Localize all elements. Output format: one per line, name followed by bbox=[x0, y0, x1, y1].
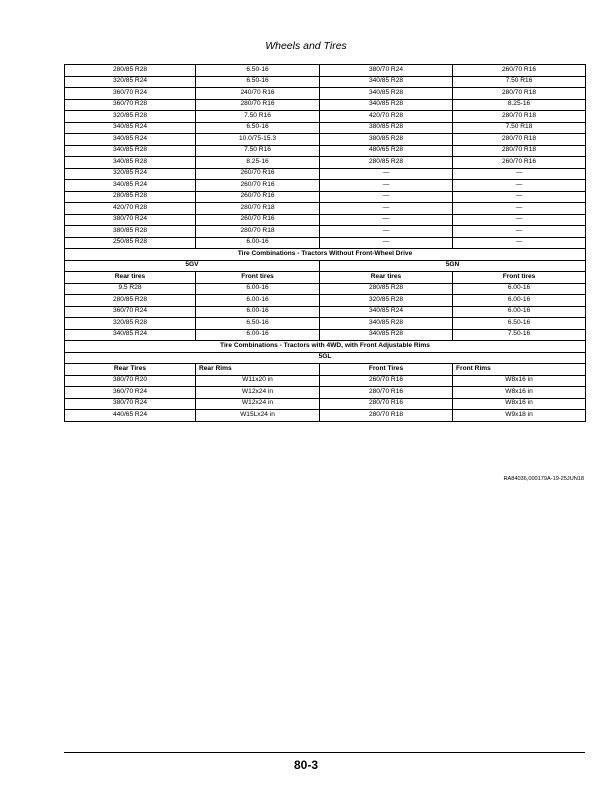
front-tire-cell: 280/70 R18 bbox=[453, 111, 586, 123]
rear-tire-cell: — bbox=[320, 168, 453, 180]
front-tire-cell: 7.50 R16 bbox=[453, 76, 586, 88]
rear-tire-cell: 420/70 R28 bbox=[320, 111, 453, 123]
column-header: Front tires bbox=[453, 272, 586, 284]
rear-tire-cell: 320/85 R24 bbox=[65, 168, 196, 180]
rear-tire-cell: 280/85 R28 bbox=[65, 295, 196, 307]
front-tire-cell: 6.50-16 bbox=[196, 122, 320, 134]
table-row bbox=[65, 134, 586, 146]
rear-tire-cell: 340/85 R28 bbox=[320, 76, 453, 88]
front-tire-cell: 260/70 R16 bbox=[196, 168, 320, 180]
rear-tire-cell: 380/85 R28 bbox=[320, 134, 453, 146]
rear-tire-cell: 340/85 R28 bbox=[320, 318, 453, 330]
rear-tire-cell: 280/85 R28 bbox=[65, 65, 196, 77]
rear-tire-cell: 280/85 R28 bbox=[65, 191, 196, 203]
front-tire-cell: 6.50-16 bbox=[196, 76, 320, 88]
front-tire-cell: — bbox=[453, 191, 586, 203]
table-row bbox=[65, 398, 586, 410]
table-row bbox=[65, 191, 586, 203]
front-tire-cell: 7.50 R16 bbox=[196, 145, 320, 157]
rear-tire-cell: 280/85 R28 bbox=[320, 157, 453, 169]
table-row bbox=[65, 237, 586, 249]
front-tire-cell: 280/70 R16 bbox=[196, 99, 320, 111]
rear-tire-cell: — bbox=[320, 214, 453, 226]
column-header: Rear tires bbox=[320, 272, 453, 284]
front-tire-cell: 260/70 R16 bbox=[453, 65, 586, 77]
rear-tire-cell: 380/85 R28 bbox=[65, 226, 196, 238]
column-header-row bbox=[65, 272, 586, 284]
front-tire-cell: — bbox=[453, 214, 586, 226]
section-title-row bbox=[65, 249, 586, 261]
table-row bbox=[65, 76, 586, 88]
rear-tire-cell: 340/85 R24 bbox=[65, 180, 196, 192]
front-tire-cell: 6.50-16 bbox=[453, 318, 586, 330]
rear-rim-cell: W11x20 in bbox=[196, 375, 320, 387]
front-tire-cell: — bbox=[453, 203, 586, 215]
rear-tire-cell: 320/85 R28 bbox=[65, 318, 196, 330]
table-row bbox=[65, 145, 586, 157]
front-tire-cell: 7.50 R18 bbox=[453, 122, 586, 134]
front-tire-cell: 280/70 R18 bbox=[453, 88, 586, 100]
group-row bbox=[65, 352, 586, 364]
rear-tire-cell: 420/70 R28 bbox=[65, 203, 196, 215]
column-header-row bbox=[65, 364, 586, 376]
rear-tire-cell: 360/70 R24 bbox=[65, 306, 196, 318]
rear-tire-cell: 380/70 R20 bbox=[65, 375, 196, 387]
front-tire-cell: 280/70 R16 bbox=[320, 387, 453, 399]
page-header-title: Wheels and Tires bbox=[265, 40, 347, 52]
table-row bbox=[65, 99, 586, 111]
front-tire-cell: 260/70 R16 bbox=[453, 157, 586, 169]
column-header: Front Tires bbox=[320, 364, 453, 376]
rear-tire-cell: 340/85 R28 bbox=[320, 329, 453, 341]
front-tire-cell: 280/70 R18 bbox=[196, 226, 320, 238]
rear-tire-cell: 440/65 R24 bbox=[65, 410, 196, 422]
table-row bbox=[65, 387, 586, 399]
rear-tire-cell: — bbox=[320, 191, 453, 203]
front-tire-cell: — bbox=[453, 226, 586, 238]
rear-rim-cell: W12x24 in bbox=[196, 387, 320, 399]
front-tire-cell: 280/70 R18 bbox=[320, 410, 453, 422]
rear-tire-cell: 360/70 R24 bbox=[65, 88, 196, 100]
group-label-5gl: 5GL bbox=[65, 352, 586, 364]
table-row bbox=[65, 122, 586, 134]
document-reference-code: RA84036,000179A-19-25JUN18 bbox=[503, 476, 584, 482]
front-tire-cell: 280/70 R18 bbox=[196, 203, 320, 215]
rear-tire-cell: 340/85 R28 bbox=[320, 99, 453, 111]
rear-tire-cell: 340/85 R24 bbox=[65, 122, 196, 134]
section-title-row bbox=[65, 341, 586, 353]
front-tire-cell: 8.25-16 bbox=[453, 99, 586, 111]
column-header: Front Rims bbox=[453, 364, 586, 376]
group-label-5gn: 5GN bbox=[320, 260, 586, 272]
front-tire-cell: — bbox=[453, 180, 586, 192]
front-tire-cell: 6.50-16 bbox=[196, 65, 320, 77]
front-tire-cell: — bbox=[453, 237, 586, 249]
rear-tire-cell: 340/85 R24 bbox=[65, 134, 196, 146]
table-row bbox=[65, 329, 586, 341]
table-row bbox=[65, 410, 586, 422]
front-tire-cell: 7.50 R16 bbox=[196, 111, 320, 123]
rear-tire-cell: 380/70 R24 bbox=[320, 65, 453, 77]
front-tire-cell: 280/70 R18 bbox=[453, 134, 586, 146]
front-tire-cell: 260/70 R16 bbox=[320, 375, 453, 387]
rear-tire-cell: 340/85 R28 bbox=[65, 145, 196, 157]
column-header: Rear Tires bbox=[65, 364, 196, 376]
table-row bbox=[65, 203, 586, 215]
front-rim-cell: W8x16 in bbox=[453, 398, 586, 410]
rear-tire-cell: 320/85 R28 bbox=[65, 111, 196, 123]
rear-tire-cell: 480/65 R28 bbox=[320, 145, 453, 157]
rear-tire-cell: 340/85 R28 bbox=[65, 157, 196, 169]
section-title: Tire Combinations - Tractors with 4WD, with Front Adjustable Rims bbox=[65, 341, 586, 353]
front-tire-cell: 7.50-16 bbox=[453, 329, 586, 341]
rear-tire-cell: — bbox=[320, 203, 453, 215]
front-rim-cell: W8x16 in bbox=[453, 387, 586, 399]
table-row bbox=[65, 88, 586, 100]
tire-combinations-table bbox=[64, 64, 586, 422]
rear-tire-cell: 360/70 R24 bbox=[65, 387, 196, 399]
rear-tire-cell: 380/85 R28 bbox=[320, 122, 453, 134]
front-tire-cell: — bbox=[453, 168, 586, 180]
table-row bbox=[65, 283, 586, 295]
front-tire-cell: 6.00-16 bbox=[196, 295, 320, 307]
front-tire-cell: 280/70 R18 bbox=[453, 145, 586, 157]
rear-tire-cell: 340/85 R24 bbox=[65, 329, 196, 341]
page-number: 80-3 bbox=[293, 758, 319, 772]
front-tire-cell: 6.00-16 bbox=[196, 306, 320, 318]
front-tire-cell: 6.00-16 bbox=[196, 237, 320, 249]
table-row bbox=[65, 65, 586, 77]
rear-rim-cell: W15Lx24 in bbox=[196, 410, 320, 422]
front-tire-cell: 260/70 R16 bbox=[196, 191, 320, 203]
table-row bbox=[65, 214, 586, 226]
front-tire-cell: 260/70 R16 bbox=[196, 180, 320, 192]
rear-tire-cell: 380/70 R24 bbox=[65, 398, 196, 410]
table-row bbox=[65, 318, 586, 330]
column-header: Rear tires bbox=[65, 272, 196, 284]
rear-tire-cell: 340/85 R28 bbox=[320, 88, 453, 100]
front-tire-cell: 280/70 R16 bbox=[320, 398, 453, 410]
front-tire-cell: 240/70 R16 bbox=[196, 88, 320, 100]
rear-tire-cell: 380/70 R24 bbox=[65, 214, 196, 226]
group-row bbox=[65, 260, 586, 272]
table-row bbox=[65, 295, 586, 307]
front-tire-cell: 10.0/75-15.3 bbox=[196, 134, 320, 146]
front-rim-cell: W9x18 in bbox=[453, 410, 586, 422]
table-row bbox=[65, 375, 586, 387]
table-row bbox=[65, 180, 586, 192]
column-header: Rear Rims bbox=[196, 364, 320, 376]
rear-tire-cell: 280/85 R28 bbox=[320, 283, 453, 295]
section-title: Tire Combinations - Tractors Without Front-Wheel Drive bbox=[65, 249, 586, 261]
front-tire-cell: 6.00-16 bbox=[453, 306, 586, 318]
rear-tire-cell: 360/70 R28 bbox=[65, 99, 196, 111]
footer-divider bbox=[64, 752, 585, 753]
rear-tire-cell: — bbox=[320, 180, 453, 192]
rear-tire-cell: 320/85 R28 bbox=[320, 295, 453, 307]
rear-tire-cell: — bbox=[320, 237, 453, 249]
table-row bbox=[65, 226, 586, 238]
rear-tire-cell: — bbox=[320, 226, 453, 238]
table-row bbox=[65, 168, 586, 180]
group-label-5gv: 5GV bbox=[65, 260, 320, 272]
front-tire-cell: 6.50-16 bbox=[196, 318, 320, 330]
front-tire-cell: 8.25-16 bbox=[196, 157, 320, 169]
front-tire-cell: 260/70 R16 bbox=[196, 214, 320, 226]
front-rim-cell: W8x16 in bbox=[453, 375, 586, 387]
rear-tire-cell: 340/85 R24 bbox=[320, 306, 453, 318]
rear-tire-cell: 320/85 R24 bbox=[65, 76, 196, 88]
front-tire-cell: 6.00-16 bbox=[196, 329, 320, 341]
front-tire-cell: 6.00-16 bbox=[453, 295, 586, 307]
table-row bbox=[65, 111, 586, 123]
column-header: Front tires bbox=[196, 272, 320, 284]
rear-rim-cell: W12x24 in bbox=[196, 398, 320, 410]
front-tire-cell: 6.00-16 bbox=[453, 283, 586, 295]
table-row bbox=[65, 157, 586, 169]
rear-tire-cell: 250/85 R28 bbox=[65, 237, 196, 249]
rear-tire-cell: 9.5 R28 bbox=[65, 283, 196, 295]
table-row bbox=[65, 306, 586, 318]
front-tire-cell: 6.00-16 bbox=[196, 283, 320, 295]
